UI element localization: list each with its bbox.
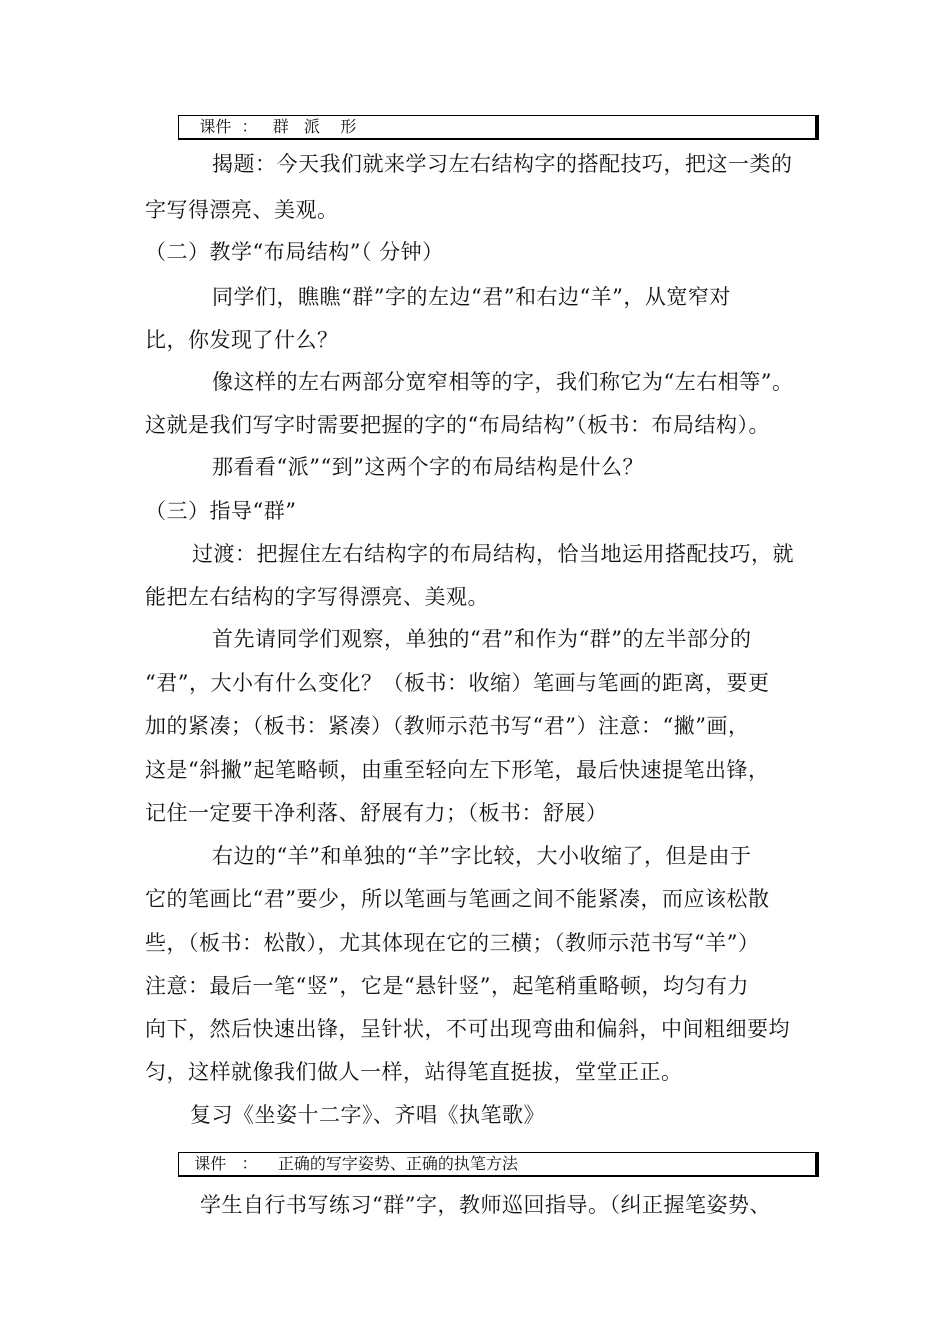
paragraph-line: “君”，大小有什么变化？（板书：收缩）笔画与笔画的距离，要更 — [145, 671, 770, 695]
paragraph-line: 向下，然后快速出锋，呈针状，不可出现弯曲和偏斜，中间粗细要均 — [145, 1017, 790, 1041]
paragraph-line: 揭题：今天我们就来学习左右结构字的搭配技巧，把这一类的 — [212, 152, 793, 176]
paragraph-line: 注意：最后一笔“竖”，它是“悬针竖”，起笔稍重略顿，均匀有力 — [145, 974, 749, 998]
paragraph-line: 过渡：把握住左右结构字的布局结构，恰当地运用搭配技巧，就 — [192, 542, 794, 566]
paragraph-line: 匀，这样就像我们做人一样，站得笔直挺拔，堂堂正正。 — [145, 1060, 683, 1084]
paragraph-line: 右边的“羊”和单独的“羊”字比较，大小收缩了，但是由于 — [212, 844, 752, 868]
paragraph-line: 学生自行书写练习“群”字，教师巡回指导。（纠正握笔姿势、 — [200, 1193, 771, 1217]
courseware-box-1: 课件 ： 群 派 形 — [178, 115, 819, 140]
paragraph-line: 字写得漂亮、美观。 — [145, 198, 339, 222]
paragraph-line: 这是“斜撇”起笔略顿，由重至轻向左下形笔，最后快速提笔出锋， — [145, 758, 770, 782]
paragraph-line: 它的笔画比“君”要少，所以笔画与笔画之间不能紧凑，而应该松散 — [145, 887, 770, 911]
paragraph-line: 首先请同学们观察，单独的“君”和作为“群”的左半部分的 — [212, 627, 752, 651]
paragraph-line: 能把左右结构的字写得漂亮、美观。 — [145, 585, 489, 609]
paragraph-line: 这就是我们写字时需要把握的字的“布局结构”（板书：布局结构）。 — [145, 413, 770, 437]
paragraph-line: 加的紧凑；（板书：紧凑）（教师示范书写“君”）注意：“撇”画， — [145, 714, 750, 738]
paragraph-line: 那看看“派”“到”这两个字的布局结构是什么？ — [212, 455, 644, 479]
section-heading: （二）教学“布局结构”（ 分钟） — [145, 240, 444, 264]
section-heading: （三）指导“群” — [145, 499, 297, 523]
paragraph-line: 像这样的左右两部分宽窄相等的字，我们称它为“左右相等”。 — [212, 370, 794, 394]
paragraph-line: 比，你发现了什么？ — [145, 328, 339, 352]
paragraph-line: 同学们，瞧瞧“群”字的左边“君”和右边“羊”，从宽窄对 — [212, 285, 731, 309]
courseware-box-2: 课件 ： 正确的写字姿势、正确的执笔方法 — [178, 1152, 819, 1177]
paragraph-line: 复习《坐姿十二字》、齐唱《执笔歌》 — [190, 1103, 545, 1127]
paragraph-line: 记住一定要干净利落、舒展有力；（板书：舒展） — [145, 801, 608, 825]
paragraph-line: 些，（板书：松散），尤其体现在它的三横；（教师示范书写“羊”） — [145, 931, 760, 955]
